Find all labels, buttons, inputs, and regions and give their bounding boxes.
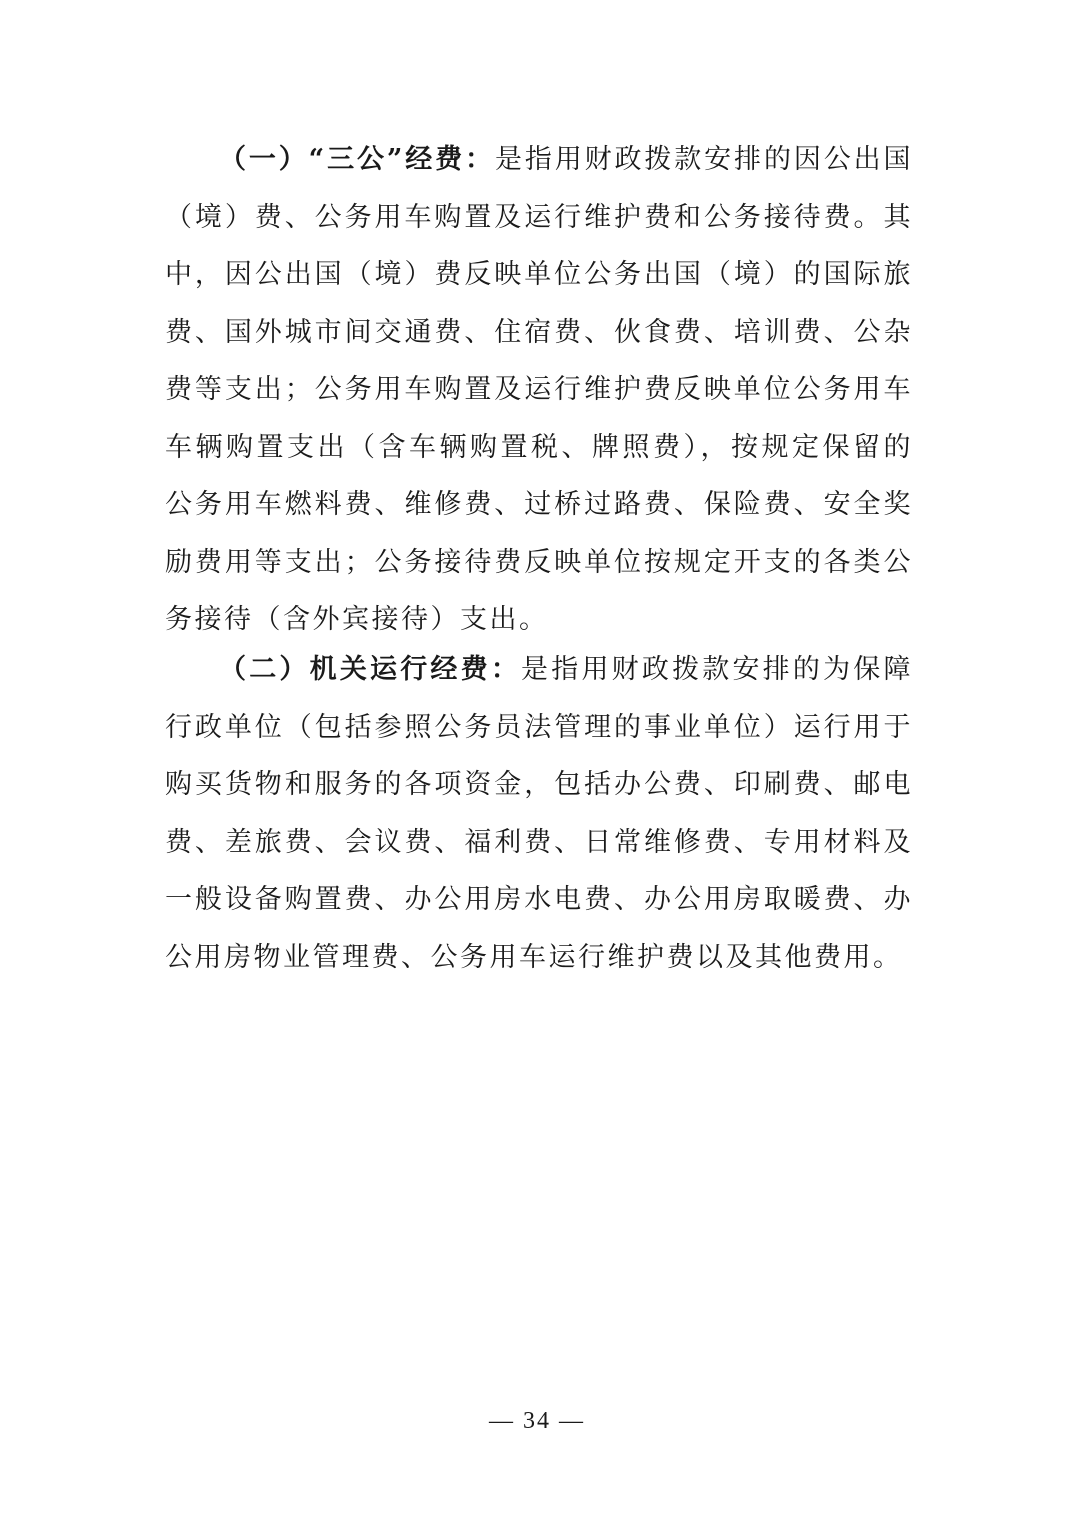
page-number: — 34 —: [489, 1408, 585, 1434]
section-heading: （一）“三公”经费：: [219, 144, 495, 175]
section-body: 是指用财政拨款安排的因公出国（境）费、公务用车购置及运行维护费和公务接待费。其中，因公出国（境）费反映单位公务出国（境）的国际旅费、国外城市间交通费、住宿费、伙食费、培训费、公杂费等支出；公务用车购置及运行维护费反映单位公务用车车辆购置支出（含车辆购置税、牌照费），按规定保留的公务用车燃料费、维修费、过桥过路费、保险费、安全奖励费用等支出；公务接待费反映单位按规定开支的各类公务接待（含外宾接待）支出。: [165, 144, 914, 635]
section-three-public-expenses: [165, 131, 913, 649]
section-body: 是指用财政拨款安排的为保障行政单位（包括参照公务员法管理的事业单位）运行用于购买货物和服务的各项资金，包括办公费、印刷费、邮电费、差旅费、会议费、福利费、日常维修费、专用材料及一般设备购置费、办公用房水电费、办公用房取暖费、办公用房物业管理费、公务用车运行维护费以及其他费用。: [165, 654, 914, 973]
section-heading: （二）机关运行经费：: [219, 654, 522, 685]
section-agency-operating-expenses: [165, 641, 913, 986]
